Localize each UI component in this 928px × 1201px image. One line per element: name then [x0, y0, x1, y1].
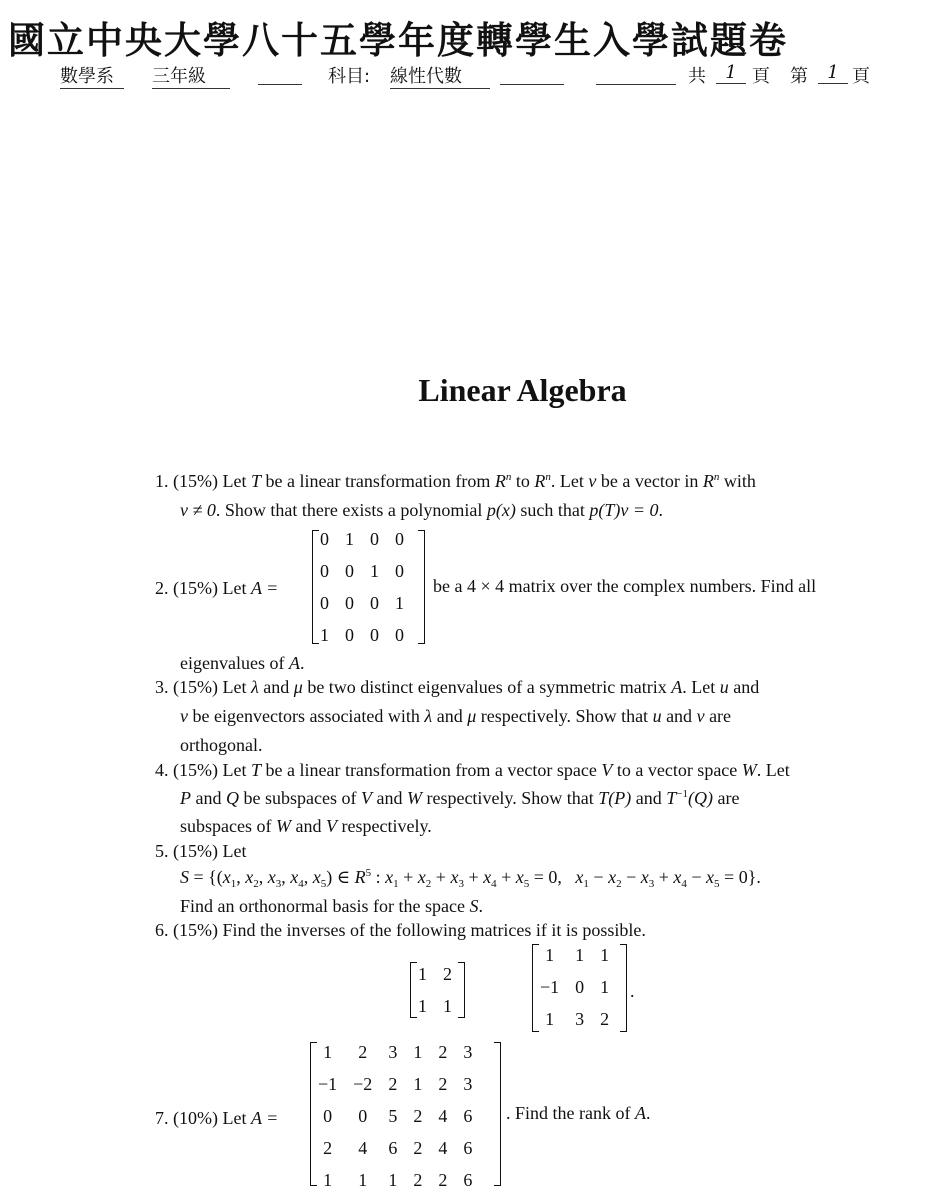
text-fragment: 1. (15%) Let	[155, 471, 247, 491]
text-fragment: be subspaces of	[243, 788, 357, 808]
matrix-entry: 1	[323, 1169, 333, 1190]
matrix-row	[410, 958, 460, 990]
text-fragment: 5	[523, 878, 530, 890]
text-fragment: −1	[676, 788, 688, 800]
text-fragment: and	[295, 816, 322, 836]
question-5-line-1: 5. (15%) Let	[155, 841, 247, 861]
question-7-lead	[155, 1107, 278, 1129]
question-6-line-1: 6. (15%) Find the inverses of the following matrices if it is possible.	[155, 920, 646, 940]
text-fragment: with	[723, 471, 756, 491]
text-fragment: u	[719, 677, 729, 697]
matrix-entry: 4	[358, 1137, 368, 1158]
text-fragment: 5	[365, 867, 372, 879]
text-fragment: T	[666, 788, 677, 808]
matrix-entry: 2	[600, 1008, 610, 1029]
text-fragment: x	[673, 867, 682, 887]
text-fragment: μ	[293, 677, 303, 697]
matrix-entry: 0	[395, 560, 404, 581]
text-fragment: 2	[616, 878, 622, 890]
header-blank	[258, 84, 302, 85]
text-fragment: p(x)	[486, 500, 516, 520]
matrix-entry: 1	[600, 944, 610, 965]
matrix-row	[310, 1036, 480, 1068]
text-fragment: x	[608, 867, 617, 887]
matrix-entry: 6	[463, 1169, 473, 1190]
text-fragment: matrix over the complex numbers. Find all	[508, 576, 817, 596]
matrix-q6-b	[532, 939, 617, 1035]
text-fragment: R	[494, 471, 506, 491]
page-title: Linear Algebra	[418, 372, 627, 408]
text-fragment: S	[469, 896, 479, 916]
text-fragment: to a vector space	[616, 760, 738, 780]
matrix-entry: 0	[320, 560, 329, 581]
text-fragment: T	[250, 471, 261, 491]
matrix-row	[310, 1164, 480, 1196]
text-fragment: and	[195, 788, 222, 808]
text-fragment: T	[250, 760, 261, 780]
text-fragment: 4	[298, 878, 304, 890]
text-fragment: 1	[583, 878, 589, 890]
text-fragment: x	[385, 867, 394, 887]
text-fragment: and	[436, 706, 463, 726]
matrix-entry: 1	[370, 560, 379, 581]
text-fragment: and	[666, 706, 693, 726]
text-fragment: are	[709, 706, 732, 726]
text-fragment: x	[515, 867, 524, 887]
text-fragment: x	[575, 867, 584, 887]
header-subject: 線性代數	[390, 62, 490, 89]
question-3-line-3: orthogonal.	[180, 735, 263, 755]
text-fragment: 3	[275, 878, 282, 890]
matrix-row	[410, 990, 460, 1022]
text-fragment: S	[180, 867, 189, 887]
text-fragment: n	[505, 471, 512, 483]
question-2-line-1	[155, 577, 278, 599]
matrix-bracket-right	[458, 962, 465, 1018]
text-fragment: v	[180, 706, 188, 726]
matrix-entry: 0	[395, 624, 404, 645]
text-fragment: and	[635, 788, 662, 808]
text-fragment: 2. (15%) Let	[155, 578, 247, 598]
text-fragment: λ	[424, 706, 433, 726]
text-fragment: be a linear transformation from a vector space	[265, 760, 597, 780]
matrix-entry: 0	[370, 528, 379, 549]
header-page-unit: 頁	[752, 66, 770, 87]
text-fragment: u	[652, 706, 662, 726]
matrix-q6-a	[410, 958, 460, 1022]
text-fragment: .	[299, 653, 305, 673]
matrix-entry: 2	[443, 963, 452, 984]
text-fragment: A	[634, 1103, 646, 1123]
matrix-entry: −1	[540, 976, 560, 997]
text-fragment: and	[263, 677, 290, 697]
matrix-entry: 0	[345, 624, 354, 645]
text-fragment: Find an orthonormal basis for the space	[180, 896, 465, 916]
text-fragment: 3	[458, 878, 464, 890]
matrix-q2	[312, 523, 412, 651]
question-2-line-2	[180, 652, 304, 674]
matrix-entry: 1	[388, 1169, 398, 1190]
text-fragment: V	[601, 760, 613, 780]
matrix-entry: 1	[358, 1169, 368, 1190]
matrix-entry: 3	[575, 1008, 585, 1029]
matrix-entry: 2	[438, 1041, 448, 1062]
question-5-set-definition: $S = \{(x_1$, $x_2$, $x_3$, $x_4$, $x_5$) ∈ $R^5$ : $x_1 + x_2 + x_3 + x_4 + x_5 = 0$, $x_1 - x_2 - x_3 + x_4 - x_5 = 0$}.	[180, 867, 761, 890]
text-fragment: 4 × 4	[466, 576, 505, 596]
matrix-row	[310, 1132, 480, 1164]
text-fragment: .	[478, 896, 483, 916]
text-fragment: and	[733, 677, 760, 697]
matrix-entry: 5	[388, 1105, 398, 1126]
matrix-row	[532, 971, 617, 1003]
text-fragment: subspaces of	[180, 816, 272, 836]
matrix-entry: 0	[345, 592, 354, 613]
text-fragment: 3. (15%) Let	[155, 677, 247, 697]
matrix-entry: 2	[413, 1169, 423, 1190]
text-fragment: (Q)	[688, 788, 713, 808]
text-fragment: μ	[467, 706, 477, 726]
matrix-entry: 6	[463, 1137, 473, 1158]
matrix-entry: 2	[388, 1073, 398, 1094]
text-fragment: be two distinct eigenvalues of a symmetric matrix	[307, 677, 667, 697]
text-fragment: R	[354, 867, 366, 887]
matrix-entry: 2	[438, 1169, 448, 1190]
question-6-end: .	[630, 981, 635, 1001]
text-fragment: respectively.	[341, 816, 432, 836]
exam-banner: 國立中央大學八十五學年度轉學生入學試題卷	[8, 18, 788, 62]
matrix-entry: 2	[358, 1041, 368, 1062]
question-7-tail	[506, 1102, 650, 1124]
text-fragment: n	[713, 471, 720, 483]
matrix-entry: 1	[575, 944, 585, 965]
matrix-entry: 1	[418, 995, 427, 1016]
matrix-row	[310, 1100, 480, 1132]
matrix-entry: 3	[463, 1041, 473, 1062]
text-fragment: p(T)v = 0	[589, 500, 659, 520]
matrix-entry: 1	[443, 995, 452, 1016]
matrix-entry: 1	[545, 1008, 555, 1029]
text-fragment: x	[245, 867, 254, 887]
text-fragment: eigenvalues of	[180, 653, 285, 673]
header-dept: 數學系	[60, 62, 124, 89]
text-fragment: n	[545, 471, 551, 483]
text-fragment: 2	[253, 878, 259, 890]
text-fragment: are	[717, 788, 740, 808]
text-fragment: respectively. Show that	[480, 706, 649, 726]
matrix-entry: −2	[353, 1073, 373, 1094]
matrix-row	[532, 939, 617, 971]
text-fragment: be eigenvectors associated with	[192, 706, 420, 726]
text-fragment: Q	[226, 788, 239, 808]
matrix-entry: 0	[575, 976, 585, 997]
matrix-q7	[310, 1036, 480, 1196]
matrix-entry: 0	[370, 624, 379, 645]
matrix-row	[312, 587, 412, 619]
text-fragment: . Find the rank of	[506, 1103, 631, 1123]
text-fragment: x	[450, 867, 459, 887]
matrix-row	[310, 1068, 480, 1100]
matrix-entry: 0	[320, 592, 329, 613]
text-fragment: T(P)	[598, 788, 632, 808]
matrix-entry: 0	[395, 528, 404, 549]
text-fragment: . Let	[550, 471, 584, 491]
text-fragment: x	[417, 867, 426, 887]
text-fragment: W	[741, 760, 757, 780]
text-fragment: to	[515, 471, 530, 491]
text-fragment: x	[312, 867, 321, 887]
matrix-entry: 6	[388, 1137, 398, 1158]
text-fragment: 1	[230, 878, 237, 890]
question-4-line-3	[180, 815, 432, 837]
matrix-entry: 2	[413, 1137, 423, 1158]
matrix-entry: −1	[318, 1073, 338, 1094]
header-page-prefix: 第	[790, 66, 808, 87]
question-3-line-2	[180, 705, 731, 727]
text-fragment: R	[534, 471, 546, 491]
text-fragment: R	[702, 471, 714, 491]
header-page-unit2: 頁	[852, 66, 870, 87]
text-fragment: such that	[520, 500, 585, 520]
text-fragment: 4	[491, 878, 497, 890]
text-fragment: v	[588, 471, 597, 491]
text-fragment: V	[325, 816, 337, 836]
matrix-entry: 4	[438, 1137, 448, 1158]
text-fragment: 5	[320, 878, 327, 890]
text-fragment: 1	[393, 878, 399, 890]
text-fragment: 5	[714, 878, 720, 890]
matrix-bracket-right	[494, 1042, 501, 1186]
matrix-entry: 1	[413, 1073, 423, 1094]
matrix-entry: 2	[413, 1105, 423, 1126]
text-fragment: x	[706, 867, 715, 887]
matrix-row	[312, 555, 412, 587]
header-page-no: 1	[818, 62, 848, 84]
matrix-entry: 1	[545, 944, 555, 965]
text-fragment: 2	[425, 878, 432, 890]
text-fragment: x	[267, 867, 276, 887]
text-fragment: x	[290, 867, 299, 887]
text-fragment: x	[640, 867, 649, 887]
question-5-line-3	[180, 895, 483, 917]
text-fragment: . Let	[756, 760, 790, 780]
question-4-line-1	[155, 759, 790, 781]
text-fragment: and	[376, 788, 403, 808]
text-fragment: A	[671, 677, 683, 697]
question-2-tail	[433, 575, 816, 597]
matrix-entry: 1	[413, 1041, 423, 1062]
text-fragment: 7. (10%) Let	[155, 1108, 247, 1128]
text-fragment: x	[222, 867, 231, 887]
matrix-entry: 3	[463, 1073, 473, 1094]
matrix-entry: 0	[345, 560, 354, 581]
question-4-line-2	[180, 787, 739, 809]
question-3-line-1	[155, 676, 759, 698]
text-fragment: be a	[433, 576, 463, 596]
matrix-row	[532, 1003, 617, 1035]
text-fragment: be a vector in	[600, 471, 699, 491]
text-fragment: P	[180, 788, 191, 808]
header-blank	[596, 84, 676, 85]
matrix-entry: 1	[320, 624, 329, 645]
matrix-entry: 2	[438, 1073, 448, 1094]
text-fragment: v	[696, 706, 705, 726]
matrix-entry: 1	[600, 976, 610, 997]
text-fragment: A =	[250, 1108, 279, 1128]
text-fragment: .	[658, 500, 663, 520]
text-fragment: . Show that there exists a polynomial	[215, 500, 483, 520]
header-grade: 三年級	[152, 62, 230, 89]
matrix-entry: 0	[323, 1105, 333, 1126]
text-fragment: x	[483, 867, 492, 887]
text-fragment: .	[645, 1103, 651, 1123]
text-fragment: V	[360, 788, 372, 808]
header-blank	[500, 84, 564, 85]
matrix-bracket-right	[620, 944, 627, 1032]
matrix-entry: 1	[345, 528, 354, 549]
text-fragment: W	[406, 788, 422, 808]
text-fragment: be a linear transformation from	[265, 471, 491, 491]
text-fragment: A	[288, 653, 300, 673]
matrix-entry: 1	[418, 963, 427, 984]
header-total-pages: 1	[716, 62, 746, 84]
text-fragment: λ	[250, 677, 259, 697]
matrix-entry: 0	[358, 1105, 368, 1126]
text-fragment: v ≠ 0	[180, 500, 216, 520]
matrix-row	[312, 619, 412, 651]
header-total-prefix: 共	[688, 66, 706, 87]
matrix-entry: 0	[320, 528, 329, 549]
matrix-entry: 2	[323, 1137, 333, 1158]
matrix-entry: 4	[438, 1105, 448, 1126]
text-fragment: 3	[648, 878, 655, 890]
text-fragment: respectively. Show that	[426, 788, 594, 808]
matrix-row	[312, 523, 412, 555]
matrix-bracket-right	[418, 530, 425, 644]
matrix-entry: 1	[323, 1041, 333, 1062]
text-fragment: 4	[681, 878, 687, 890]
question-1-line-2	[180, 499, 663, 521]
matrix-entry: 6	[463, 1105, 473, 1126]
matrix-entry: 0	[370, 592, 379, 613]
question-1-line-1	[155, 470, 756, 492]
header-subject-label: 科目:	[328, 66, 371, 87]
text-fragment: A =	[250, 578, 279, 598]
text-fragment: 4. (15%) Let	[155, 760, 247, 780]
text-fragment: . Let	[682, 677, 716, 697]
matrix-entry: 3	[388, 1041, 398, 1062]
text-fragment: W	[275, 816, 291, 836]
matrix-entry: 1	[395, 592, 404, 613]
